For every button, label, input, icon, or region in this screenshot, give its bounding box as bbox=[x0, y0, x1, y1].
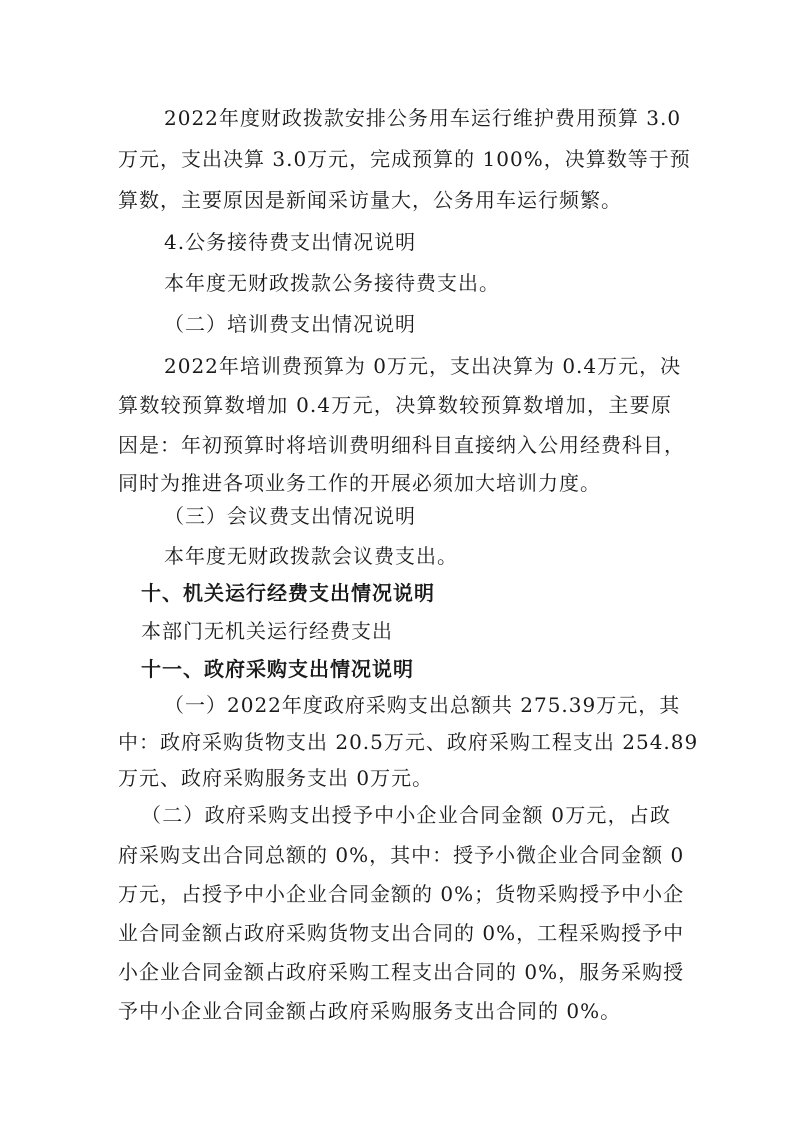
paragraph-line: 算数较预算数增加 0.4万元，决算数较预算数增加，主要原 bbox=[118, 393, 672, 417]
paragraph-line: 予中小企业合同金额占政府采购服务支出合同的 0%。 bbox=[118, 999, 622, 1023]
paragraph-line: 2022年度财政拨款安排公务用车运行维护费用预算 3.0 bbox=[164, 106, 682, 130]
paragraph-line: （一）2022年度政府采购支出总额共 275.39万元，其 bbox=[164, 693, 681, 717]
paragraph-line: 本年度无财政拨款会议费支出。 bbox=[164, 544, 458, 568]
paragraph-line: 万元，占授予中小企业合同金额的 0%；货物采购授予中小企 bbox=[118, 882, 685, 906]
section-heading-10: 十、机关运行经费支出情况说明 bbox=[141, 581, 435, 605]
paragraph-line: 中：政府采购货物支出 20.5万元、政府采购工程支出 254.89 bbox=[118, 730, 699, 754]
paragraph-line: 因是：年初预算时将培训费明细科目直接纳入公用经费科目， bbox=[118, 433, 685, 457]
subheading-training: （二）培训费支出情况说明 bbox=[164, 312, 416, 336]
paragraph-line: 2022年培训费预算为 0万元，支出决算为 0.4万元，决 bbox=[164, 354, 682, 378]
paragraph-line: 业合同金额占政府采购货物支出合同的 0%，工程采购授予中 bbox=[118, 921, 685, 945]
section-heading-11: 十一、政府采购支出情况说明 bbox=[141, 657, 414, 681]
paragraph-line: 万元，支出决算 3.0万元，完成预算的 100%，决算数等于预 bbox=[118, 147, 691, 171]
paragraph-line: （二）政府采购支出授予中小企业合同金额 0万元，占政 bbox=[141, 803, 671, 827]
paragraph-line: 府采购支出合同总额的 0%，其中：授予小微企业合同金额 0 bbox=[118, 843, 685, 867]
paragraph-line: 本部门无机关运行经费支出 bbox=[141, 619, 393, 643]
paragraph-line: 本年度无财政拨款公务接待费支出。 bbox=[164, 271, 500, 295]
paragraph-line: 算数，主要原因是新闻采访量大，公务用车运行频繁。 bbox=[118, 188, 622, 212]
paragraph-line: 万元、政府采购服务支出 0万元。 bbox=[118, 766, 434, 790]
paragraph-line: 小企业合同金额占政府采购工程支出合同的 0%，服务采购授 bbox=[118, 960, 685, 984]
subheading-meeting: （三）会议费支出情况说明 bbox=[164, 504, 416, 528]
subheading-4: 4.公务接待费支出情况说明 bbox=[164, 230, 417, 254]
paragraph-line: 同时为推进各项业务工作的开展必须加大培训力度。 bbox=[118, 471, 601, 495]
